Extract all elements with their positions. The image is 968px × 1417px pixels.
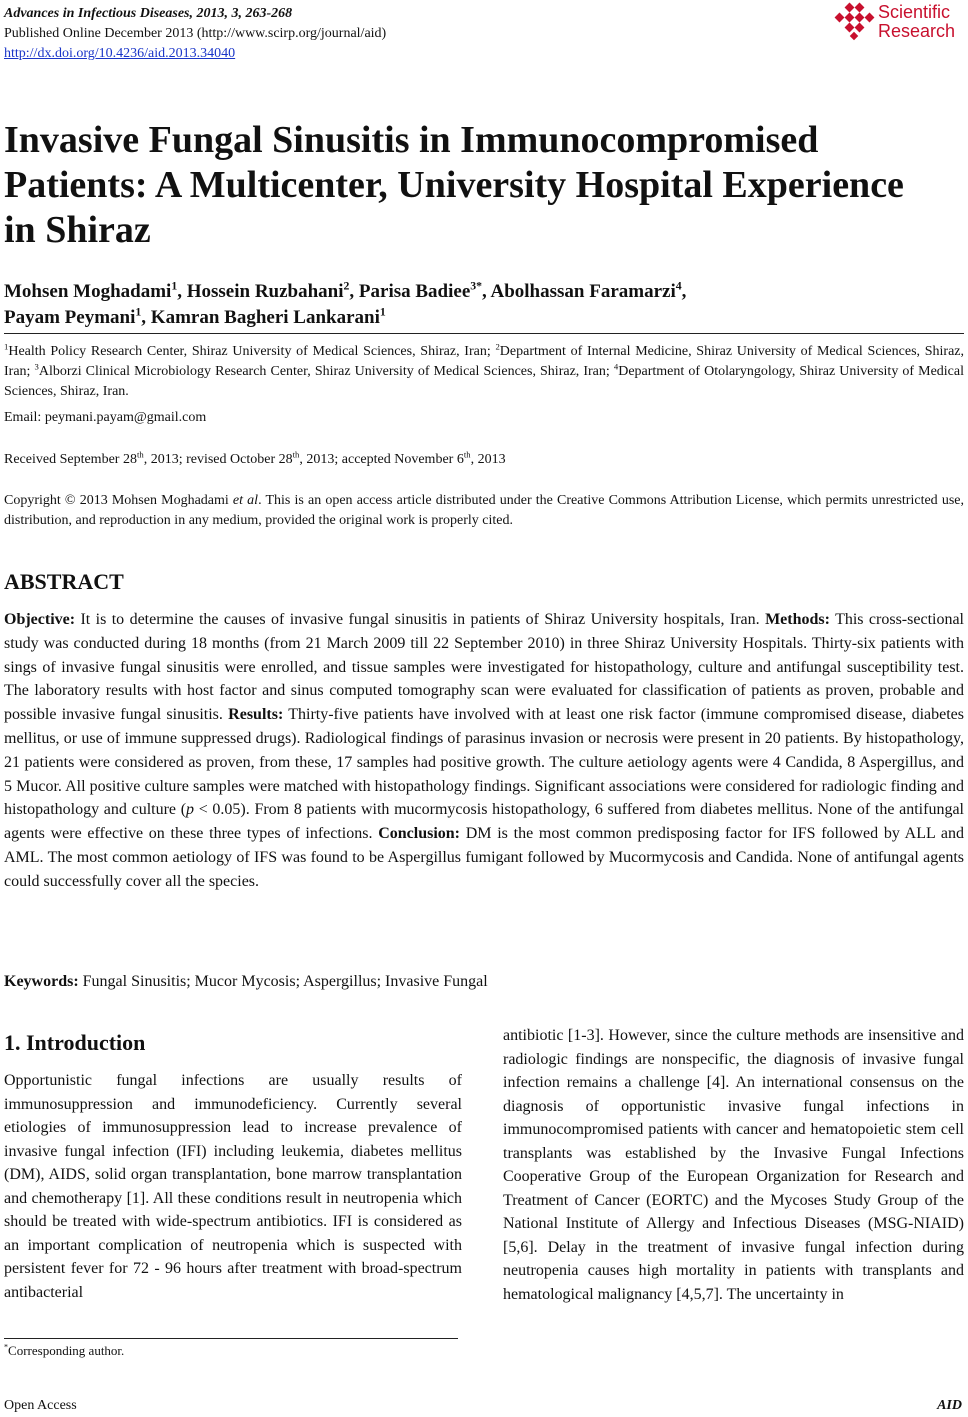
affiliations: $^1$Health Policy Research Center, Shiraz University of Medical Sciences, Shiraz, Iran; $^2$Department of Internal Medicine, Shiraz University of Medical Sciences, Shiraz, Iran; $^3$Alborzi Clinical Microbiology Research Center, Shiraz University of Medical Sciences, Shiraz, Iran; $^4$Department of Otolaryngology, Shiraz University of Medical Sciences, Shiraz, Iran. (4, 341, 964, 399)
doi-link[interactable]: http://dx.doi.org/10.4236/aid.2013.34040 (4, 46, 236, 61)
published-line: Published Online December 2013 (http://www.scirp.org/journal/aid) (4, 26, 387, 41)
contact-email[interactable]: Email: peymani.payam@gmail.com (4, 410, 207, 425)
abstract-body: Objective: It is to determine the causes of invasive fungal sinusitis in patients of Shiraz University hospitals, Iran. Methods: This cross-sectional study was conducted during 18 months (from 21 March 2009 till 22 September 2010) in three Shiraz University Hospitals. Thirty-six patients with sings of invasive fungal sinusitis were enrolled, and tissue samples were investigated for histopathology, culture and antifungal susceptibility test. The laboratory results with host factor and sinus computed tomography scan were evaluated for classification of patients as proven, probable and possible invasive fungal sinusitis. Results: Thirty-five patients have involved with at least one risk factor (immune compromised disease, diabetes mellitus, or use of immune suppressed drugs). Radiological findings of parasinus invasion or necrosis were present in 20 patients. By histopathology, 21 patients were considered as proven, from these, 17 samples had positive growth. The culture aetiology agents were 4 Candida, 8 Aspergillus, and 5 Mucor. All positive culture samples were matched with histopathology findings. Significant associations were considered for radiologic finding and histopathology and culture (p < 0.05). From 8 patients with mucormycosis histopathology, 6 suffered from diabetes mellitus. None of the antifungal agents were effective on these three types of infections. Conclusion: DM is the most common predisposing factor for IFS followed by ALL and AML. The most common aetiology of IFS was found to be Aspergillus fumigant followed by Mucormycosis and Candida. None of antifungal agents could successfully cover all the species. (4, 611, 965, 890)
author: Payam Peymani$^1$, (4, 305, 151, 328)
logo-text (878, 3, 955, 41)
publisher-logo (832, 2, 962, 42)
author: Mohsen Moghadami$^1$, (4, 279, 187, 302)
author: Abolhassan Faramarzi$^4$, (490, 279, 687, 302)
journal-name: Advances in Infectious Diseases (4, 6, 190, 21)
logo-line-2: Research (878, 21, 956, 41)
footer-open-access: Open Access (4, 1398, 77, 1413)
logo-mark-icon (832, 2, 876, 42)
footnote: *Corresponding author. (4, 1342, 125, 1358)
journal-citation (4, 4, 386, 24)
author: Kamran Bagheri Lankarani$^1$ (150, 305, 386, 328)
divider (4, 333, 964, 334)
journal-volume: , 2013, 3, 263-268 (189, 6, 293, 21)
paper-title: Invasive Fungal Sinusitis in Immunocompromised Patients: A Multicenter, University Hospital Experience in Shiraz (4, 119, 904, 251)
author-list (4, 279, 944, 331)
intro-left-column: Opportunistic fungal infections are usually results of immunosuppression and immunodeficiency. Currently several etiologies of immunosuppression lead to increase prevalence of invasive fungal infection (IFI) including leukemia, diabetes mellitus (DM), AIDS, solid organ transplantation, bone marrow transplantation and chemotherapy [1]. All these conditions result in neutropenia which should be treated with wide-spectrum antibiotics. IFI is considered as an important complication of neutropenia which is suspected with persistent fever for 72 - 96 hours after treatment with broad-spectrum antibacterial (4, 1072, 462, 1301)
footer-journal-abbrev: AID (937, 1398, 962, 1413)
journal-header (4, 4, 386, 64)
author: Hossein Ruzbahani$^2$, (186, 279, 359, 302)
intro-right-column: antibiotic [1-3]. However, since the culture methods are insensitive and radiologic findings are nonspecific, the diagnosis of invasive fungal infection remains a challenge [4]. An international consensus on the diagnosis of opportunistic invasive fungal infections in immunocompromised patients with cancer and hematopoietic stem cell transplants was established by the Invasive Fungal Infections Cooperative Group of the European Organization for Research and Treatment of Cancer (EORTC) and the Mycoses Study Group of the National Institute of Allergy and Infectious Diseases (MSG-NIAID) [5,6]. Delay in the treatment of invasive fungal infection during neutropenia causes high mortality in patients with transplants and hematological malignancy [4,5,7]. The uncertainty in (503, 1027, 964, 1303)
submission-dates: Received September 28th, 2013; revised October 28th, 2013; accepted November 6th, 2013 (4, 449, 506, 467)
logo-line-1: Scientific (878, 2, 951, 22)
author: Parisa Badiee$^{3*}$, (358, 279, 491, 302)
keywords: Keywords: Fungal Sinusitis; Mucor Mycosis; Aspergillus; Invasive Fungal (4, 973, 488, 990)
copyright-notice: Copyright © 2013 Mohsen Moghadami et al. This is an open access article distributed under the Creative Commons Attribution License, which permits unrestricted use, distribution, and reproduction in any medium, provided the original work is properly cited. (4, 493, 964, 528)
section-heading: 1. Introduction (4, 1030, 146, 1055)
abstract-heading: ABSTRACT (4, 569, 124, 594)
footnote-divider (4, 1338, 458, 1339)
